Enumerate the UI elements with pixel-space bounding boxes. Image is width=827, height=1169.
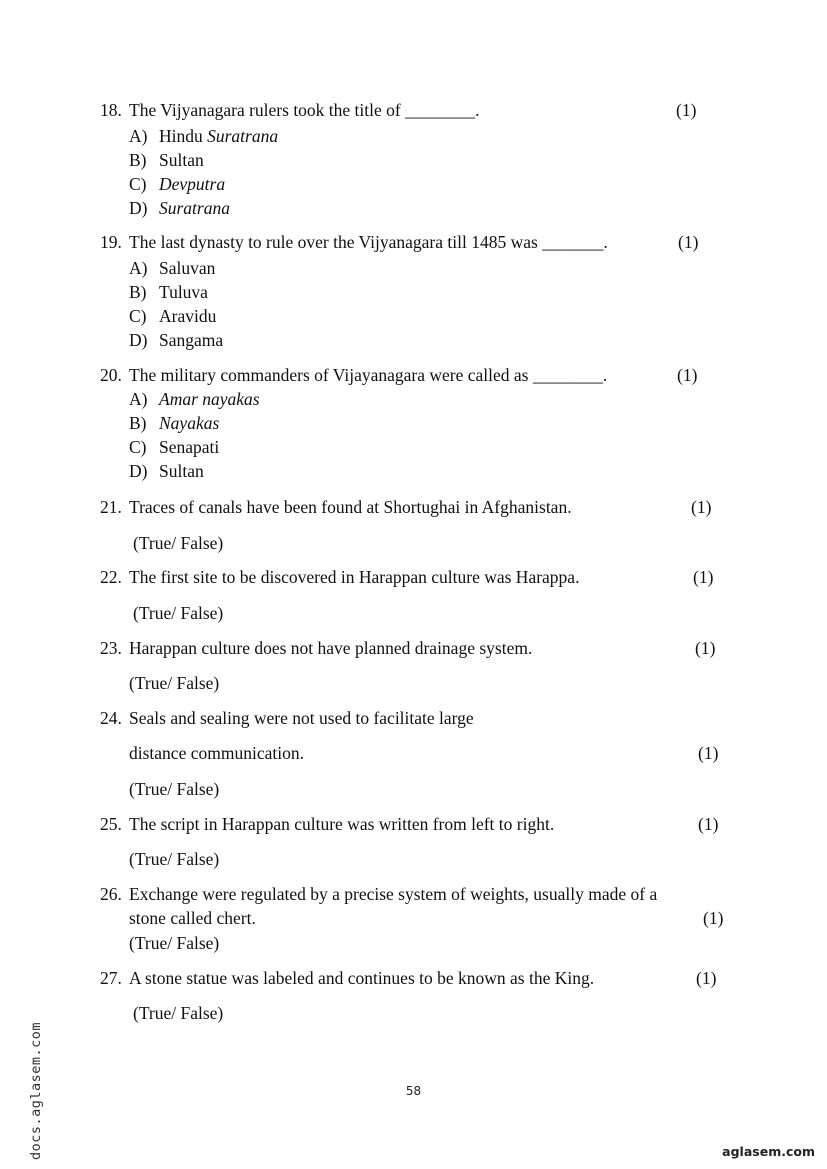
true-false-choice: (True/ False) <box>129 779 220 799</box>
option-a: A) Saluvan <box>129 258 216 278</box>
option-c: C) Aravidu <box>129 306 217 326</box>
marks-label: (1) <box>693 567 714 587</box>
option-a: A) Hindu Suratrana <box>129 126 279 146</box>
option-b: B) Sultan <box>129 150 204 170</box>
question-text: Traces of canals have been found at Shortughai in Afghanistan. <box>129 497 572 517</box>
marks-label: (1) <box>676 100 697 120</box>
question-text-continued: stone called chert. <box>129 908 256 928</box>
question-number: 23. <box>100 638 122 658</box>
question-number: 19. <box>100 232 122 252</box>
option-a: A) Amar nayakas <box>129 389 260 409</box>
corner-watermark: aglasem.com <box>722 1144 815 1159</box>
question-number: 21. <box>100 497 122 517</box>
question-text: Exchange were regulated by a precise system of weights, usually made of a <box>129 884 658 904</box>
question-number: 22. <box>100 567 122 587</box>
option-d: D) Sangama <box>129 330 224 350</box>
question-number: 27. <box>100 968 122 988</box>
question-text: The first site to be discovered in Harappan culture was Harappa. <box>129 567 580 587</box>
question-text: The Vijyanagara rulers took the title of ________. <box>129 100 480 120</box>
question-text: Harappan culture does not have planned drainage system. <box>129 638 533 658</box>
question-text-continued: distance communication. <box>129 743 304 763</box>
question-number: 24. <box>100 708 122 728</box>
option-c: C) Devputra <box>129 174 226 194</box>
question-text: A stone statue was labeled and continues to be known as the King. <box>129 968 595 988</box>
marks-label: (1) <box>677 365 698 385</box>
marks-label: (1) <box>678 232 699 252</box>
question-text: The last dynasty to rule over the Vijyanagara till 1485 was _______. <box>129 232 608 252</box>
question-number: 20. <box>100 365 122 385</box>
true-false-choice: (True/ False) <box>129 673 220 693</box>
question-number: 18. <box>100 100 122 120</box>
question-text: Seals and sealing were not used to facilitate large <box>129 708 474 728</box>
true-false-choice: (True/ False) <box>133 533 224 553</box>
marks-label: (1) <box>703 908 724 928</box>
marks-label: (1) <box>696 968 717 988</box>
marks-label: (1) <box>698 814 719 834</box>
option-c: C) Senapati <box>129 437 220 457</box>
marks-label: (1) <box>691 497 712 517</box>
option-d: D) Suratrana <box>129 198 230 218</box>
question-number: 26. <box>100 884 122 904</box>
true-false-choice: (True/ False) <box>133 1003 224 1023</box>
marks-label: (1) <box>695 638 716 658</box>
option-d: D) Sultan <box>129 461 204 481</box>
question-number: 25. <box>100 814 122 834</box>
true-false-choice: (True/ False) <box>129 849 220 869</box>
true-false-choice: (True/ False) <box>133 603 224 623</box>
true-false-choice: (True/ False) <box>129 933 220 953</box>
marks-label: (1) <box>698 743 719 763</box>
side-watermark: docs.aglasem.com <box>28 1021 44 1160</box>
question-text: The script in Harappan culture was written from left to right. <box>129 814 555 834</box>
option-b: B) Nayakas <box>129 413 220 433</box>
option-b: B) Tuluva <box>129 282 208 302</box>
question-text: The military commanders of Vijayanagara were called as ________. <box>129 365 608 385</box>
page-number: 58 <box>405 1084 422 1098</box>
